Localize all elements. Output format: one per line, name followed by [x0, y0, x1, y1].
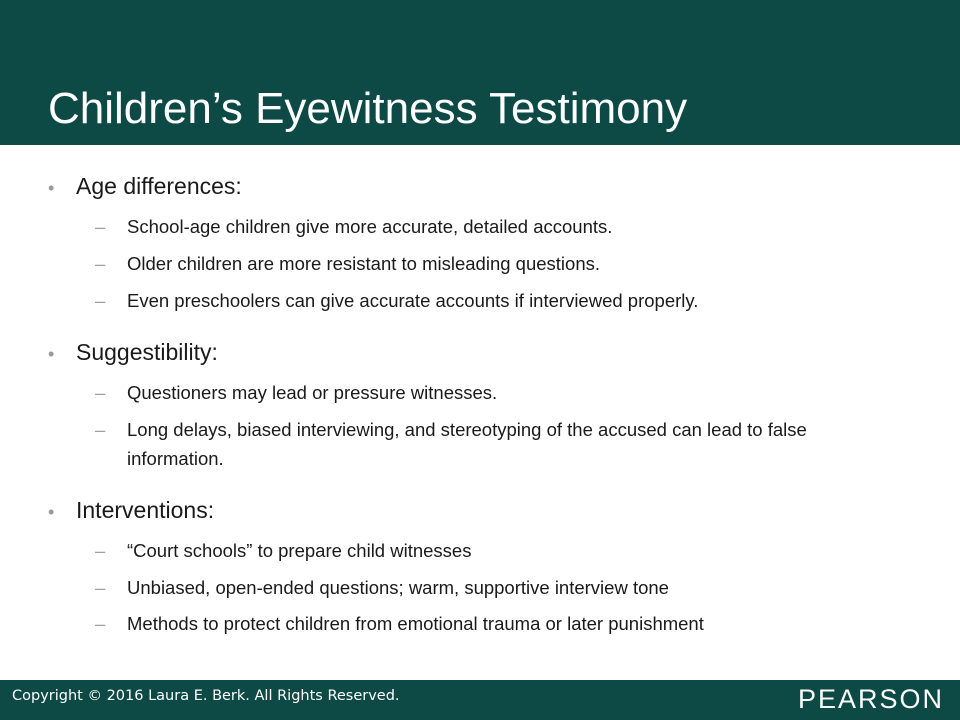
bullet-icon: • — [48, 502, 55, 522]
sub-bullet-text: Methods to protect children from emotional trauma or later punishment — [127, 613, 704, 634]
sub-bullet-text: School-age children give more accurate, detailed accounts. — [127, 216, 613, 237]
dash-icon: – — [95, 540, 106, 561]
sub-bullet-text: Questioners may lead or pressure witnesses. — [127, 382, 498, 403]
sub-bullet-text: Unbiased, open-ended questions; warm, supportive interview tone — [127, 577, 669, 598]
sub-bullet-text: Older children are more resistant to misleading questions. — [127, 253, 601, 274]
sub-bullet — [95, 212, 885, 241]
dash-icon: – — [95, 253, 106, 274]
dash-icon: – — [95, 577, 106, 598]
dash-icon: – — [95, 290, 106, 311]
bullet-heading: Age differences: — [76, 173, 242, 199]
bullet-suggestibility — [48, 339, 218, 366]
sub-bullet — [95, 249, 885, 278]
sub-bullet — [95, 536, 885, 565]
bullet-interventions — [48, 497, 214, 524]
bullet-icon: • — [48, 178, 55, 198]
bullet-icon: • — [48, 344, 55, 364]
dash-icon: – — [95, 216, 106, 237]
pearson-logo: PEARSON — [797, 684, 944, 714]
sub-bullet-text: Even preschoolers can give accurate accounts if interviewed properly. — [127, 290, 699, 311]
sub-bullet — [95, 378, 885, 407]
bullet-heading: Interventions: — [76, 497, 215, 523]
slide-title: Children’s Eyewitness Testimony — [48, 84, 688, 133]
sub-bullet-text: “Court schools” to prepare child witnesses — [127, 540, 472, 561]
dash-icon: – — [95, 613, 106, 634]
dash-icon: – — [95, 419, 106, 440]
dash-icon: – — [95, 382, 106, 403]
copyright-text: Copyright © 2016 Laura E. Berk. All Rights Reserved. — [12, 688, 400, 704]
sub-bullet — [95, 573, 885, 602]
sub-bullet — [95, 609, 885, 638]
bullet-age-differences — [48, 173, 242, 200]
sub-bullet-text: Long delays, biased interviewing, and stereotyping of the accused can lead to false information. — [127, 419, 807, 469]
footer-bar — [0, 680, 960, 720]
bullet-heading: Suggestibility: — [76, 339, 218, 365]
sub-bullet — [95, 415, 885, 473]
sub-bullet — [95, 286, 885, 315]
